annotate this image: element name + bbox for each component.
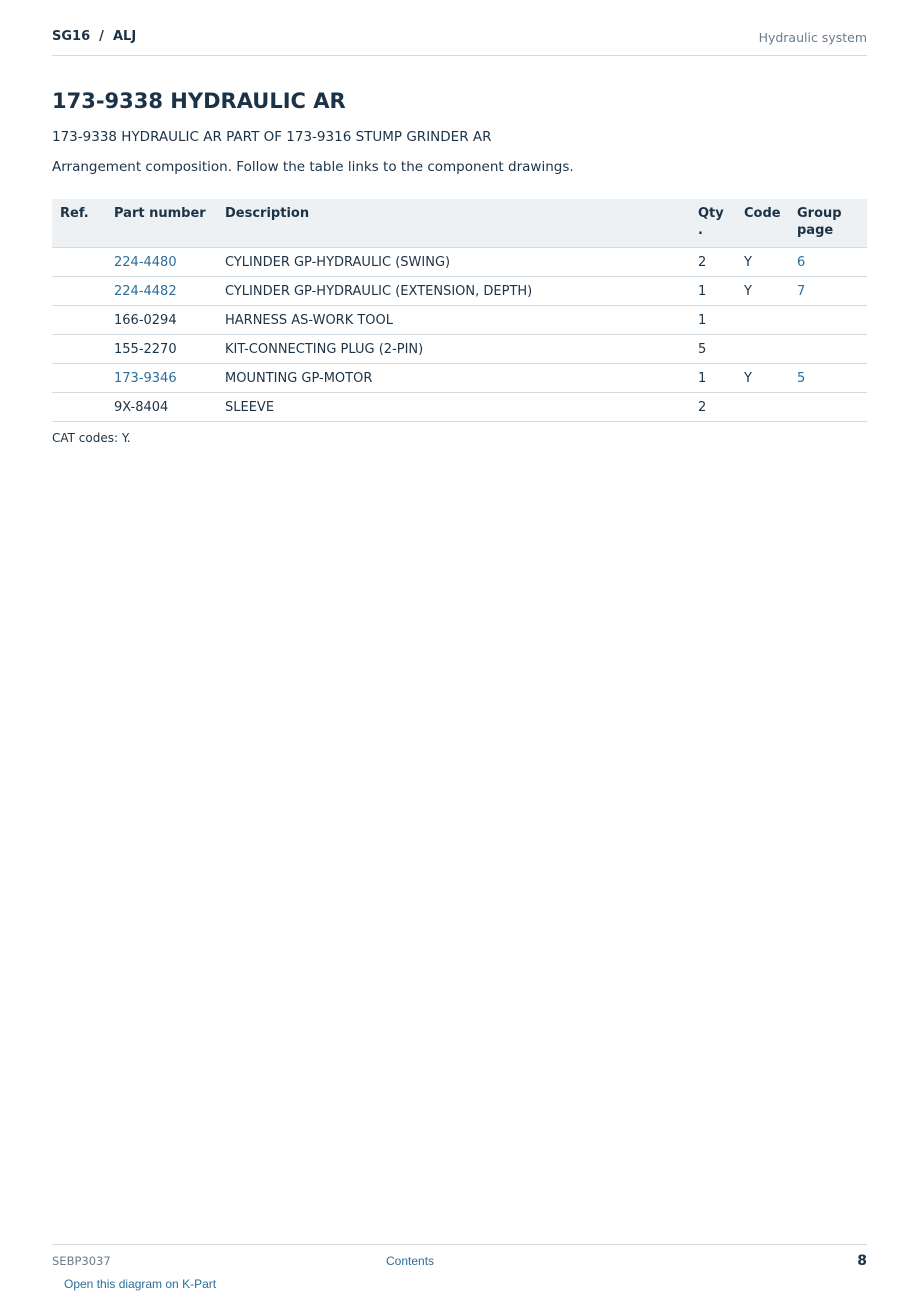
ref-cell	[52, 277, 106, 306]
group-page-link[interactable]: 6	[797, 254, 806, 270]
ref-cell	[52, 248, 106, 277]
code-cell	[736, 393, 789, 422]
intro-text: Arrangement composition. Follow the table links to the component drawings.	[52, 159, 574, 175]
contents-link[interactable]: Contents	[386, 1254, 435, 1268]
breadcrumb: SG16 / ALJ	[52, 29, 137, 44]
description-cell: CYLINDER GP-HYDRAULIC (SWING)	[217, 248, 690, 277]
column-header-part-number: Part number	[106, 199, 217, 248]
code-cell: Y	[736, 248, 789, 277]
group-page-cell	[789, 393, 867, 422]
code-cell	[736, 335, 789, 364]
qty-cell: 2	[690, 248, 736, 277]
table-row	[52, 393, 867, 422]
qty-cell: 1	[690, 364, 736, 393]
cat-codes-note: CAT codes: Y.	[52, 431, 131, 445]
part-number-cell: 155-2270	[106, 335, 217, 364]
page-title: 173-9338 HYDRAULIC AR	[52, 89, 346, 113]
description-cell: MOUNTING GP-MOTOR	[217, 364, 690, 393]
part-number-cell: 166-0294	[106, 306, 217, 335]
qty-cell: 2	[690, 393, 736, 422]
ref-cell	[52, 364, 106, 393]
qty-cell: 5	[690, 335, 736, 364]
table-row	[52, 306, 867, 335]
description-cell: HARNESS AS-WORK TOOL	[217, 306, 690, 335]
page-number: 8	[857, 1253, 867, 1269]
qty-cell: 1	[690, 306, 736, 335]
description-cell: CYLINDER GP-HYDRAULIC (EXTENSION, DEPTH)	[217, 277, 690, 306]
table-row	[52, 277, 867, 306]
group-page-link[interactable]: 5	[797, 370, 806, 386]
document-id: SEBP3037	[52, 1254, 111, 1268]
code-cell: Y	[736, 277, 789, 306]
section-name: Hydraulic system	[758, 30, 867, 45]
group-page-link[interactable]: 7	[797, 283, 806, 299]
open-kpart-link[interactable]: Open this diagram on K-Part	[64, 1277, 217, 1291]
page-subtitle: 173-9338 HYDRAULIC AR PART OF 173-9316 STUMP GRINDER AR	[52, 129, 492, 145]
table-row	[52, 335, 867, 364]
ref-cell	[52, 393, 106, 422]
part-number-link[interactable]: 224-4482	[114, 283, 177, 299]
column-header-code: Code	[736, 199, 789, 248]
part-number-cell	[106, 277, 217, 306]
part-number-link[interactable]: 173-9346	[114, 370, 177, 386]
part-number-cell	[106, 248, 217, 277]
code-cell: Y	[736, 364, 789, 393]
page-header	[52, 28, 867, 56]
ref-cell	[52, 306, 106, 335]
table-row	[52, 364, 867, 393]
part-number-link[interactable]: 224-4480	[114, 254, 177, 270]
page-footer	[52, 1244, 867, 1275]
description-cell: SLEEVE	[217, 393, 690, 422]
parts-table	[52, 199, 867, 422]
group-header-line1: Group	[797, 206, 842, 221]
part-number-cell	[106, 364, 217, 393]
ref-cell	[52, 335, 106, 364]
group-page-cell	[789, 248, 867, 277]
table-row	[52, 248, 867, 277]
column-header-qty	[690, 199, 736, 248]
table-header-row	[52, 199, 867, 248]
qty-header-line1: Qty	[698, 206, 724, 221]
group-page-cell	[789, 306, 867, 335]
group-page-cell	[789, 364, 867, 393]
code-cell	[736, 306, 789, 335]
qty-cell: 1	[690, 277, 736, 306]
group-page-cell	[789, 277, 867, 306]
column-header-group-page	[789, 199, 867, 248]
group-page-cell	[789, 335, 867, 364]
qty-header-line2: .	[698, 223, 703, 238]
column-header-ref: Ref.	[52, 199, 106, 248]
part-number-cell: 9X-8404	[106, 393, 217, 422]
group-header-line2: page	[797, 223, 834, 238]
description-cell: KIT-CONNECTING PLUG (2-PIN)	[217, 335, 690, 364]
column-header-description: Description	[217, 199, 690, 248]
